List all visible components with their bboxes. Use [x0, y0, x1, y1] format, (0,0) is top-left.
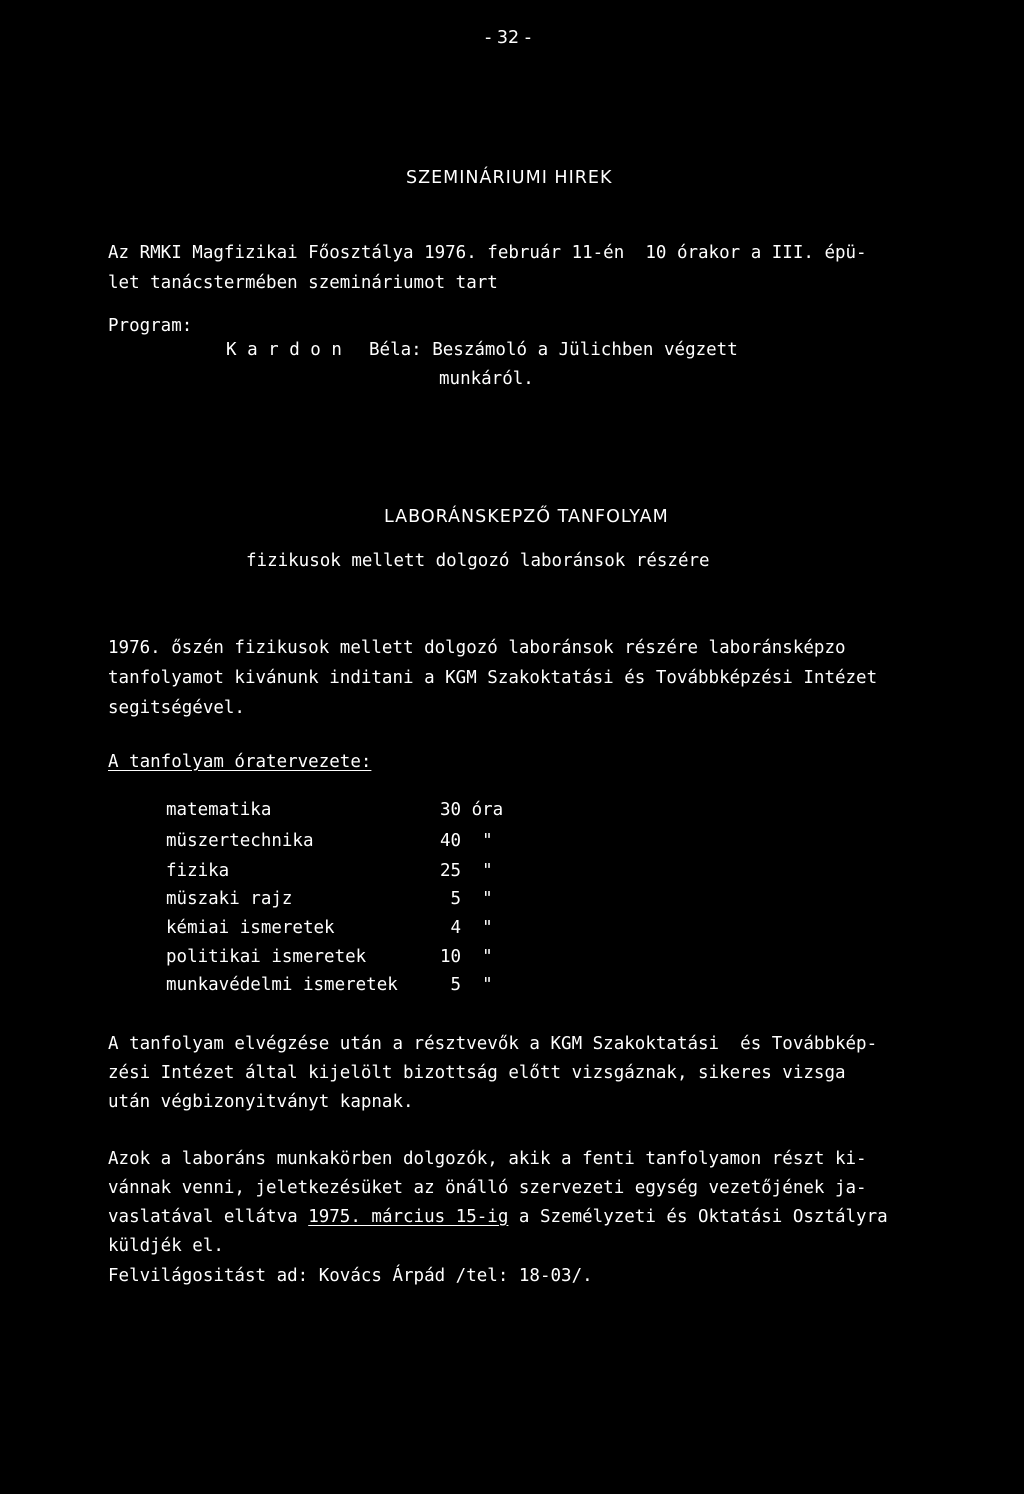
course-paragraph-3-line-4: küldjék el. — [108, 1236, 224, 1256]
application-deadline: 1975. március 15-ig — [308, 1207, 509, 1227]
seminar-intro-line-1: Az RMKI Magfizikai Főosztálya 1976. február 11-én 10 órakor a III. épü- — [108, 243, 867, 263]
course-paragraph-1-line-2: tanfolyamot kivánunk inditani a KGM Szakoktatási és Továbbképzési Intézet — [108, 668, 878, 688]
schedule-title: A tanfolyam óratervezete: — [108, 752, 372, 772]
paragraph-3-line-3-start: vaslatával ellátva — [108, 1207, 309, 1227]
schedule-subject: müszaki rajz — [166, 889, 293, 909]
schedule-hours: 5 " — [440, 889, 493, 909]
seminar-intro-line-2: let tanácstermében szemináriumot tart — [108, 273, 498, 293]
contact-info: Felvilágositást ad: Kovács Árpád /tel: 18-03/. — [108, 1266, 593, 1286]
schedule-subject: fizika — [166, 861, 230, 881]
talk-title-line-2: munkáról. — [439, 369, 534, 389]
paragraph-3-line-3-end: a Személyzeti és Oktatási Osztályra — [508, 1207, 888, 1227]
course-paragraph-3-line-3 — [108, 1209, 888, 1227]
schedule-subject: müszertechnika — [166, 831, 314, 851]
course-paragraph-2-line-3: után végbizonyitványt kapnak. — [108, 1092, 414, 1112]
schedule-subject: kémiai ismeretek — [166, 918, 335, 938]
page-number: - 32 - — [485, 28, 532, 48]
course-heading: LABORÁNSKEPZŐ TANFOLYAM — [384, 507, 669, 527]
schedule-subject: matematika — [166, 800, 272, 820]
schedule-hours: 25 " — [440, 861, 493, 881]
course-paragraph-3-line-1: Azok a laboráns munkakörben dolgozók, akik a fenti tanfolyamon részt ki- — [108, 1149, 867, 1169]
seminar-heading: SZEMINÁRIUMI HIREK — [406, 168, 613, 188]
program-label: Program: — [108, 316, 193, 336]
talk-title-line-1: Béla: Beszámoló a Jülichben végzett — [369, 340, 738, 360]
schedule-hours: 10 " — [440, 947, 493, 967]
course-paragraph-1-line-1: 1976. őszén fizikusok mellett dolgozó laboránsok részére laboránsképzo — [108, 638, 846, 658]
schedule-hours: 30 óra — [440, 800, 504, 820]
course-subheading: fizikusok mellett dolgozó laboránsok részére — [246, 551, 710, 571]
course-paragraph-1-line-3: segitségével. — [108, 698, 245, 718]
course-paragraph-2-line-1: A tanfolyam elvégzése után a résztvevők a KGM Szakoktatási és Továbbkép- — [108, 1034, 878, 1054]
course-paragraph-3-line-2: vánnak venni, jeletkezésüket az önálló szervezeti egység vezetőjének ja- — [108, 1178, 867, 1198]
speaker-name: K a r d o n — [226, 340, 342, 360]
schedule-hours: 4 " — [440, 918, 493, 938]
schedule-subject: politikai ismeretek — [166, 947, 367, 967]
schedule-hours: 5 " — [440, 975, 493, 995]
course-paragraph-2-line-2: zési Intézet által kijelölt bizottság előtt vizsgáznak, sikeres vizsga — [108, 1063, 846, 1083]
schedule-subject: munkavédelmi ismeretek — [166, 975, 398, 995]
schedule-hours: 40 " — [440, 831, 493, 851]
